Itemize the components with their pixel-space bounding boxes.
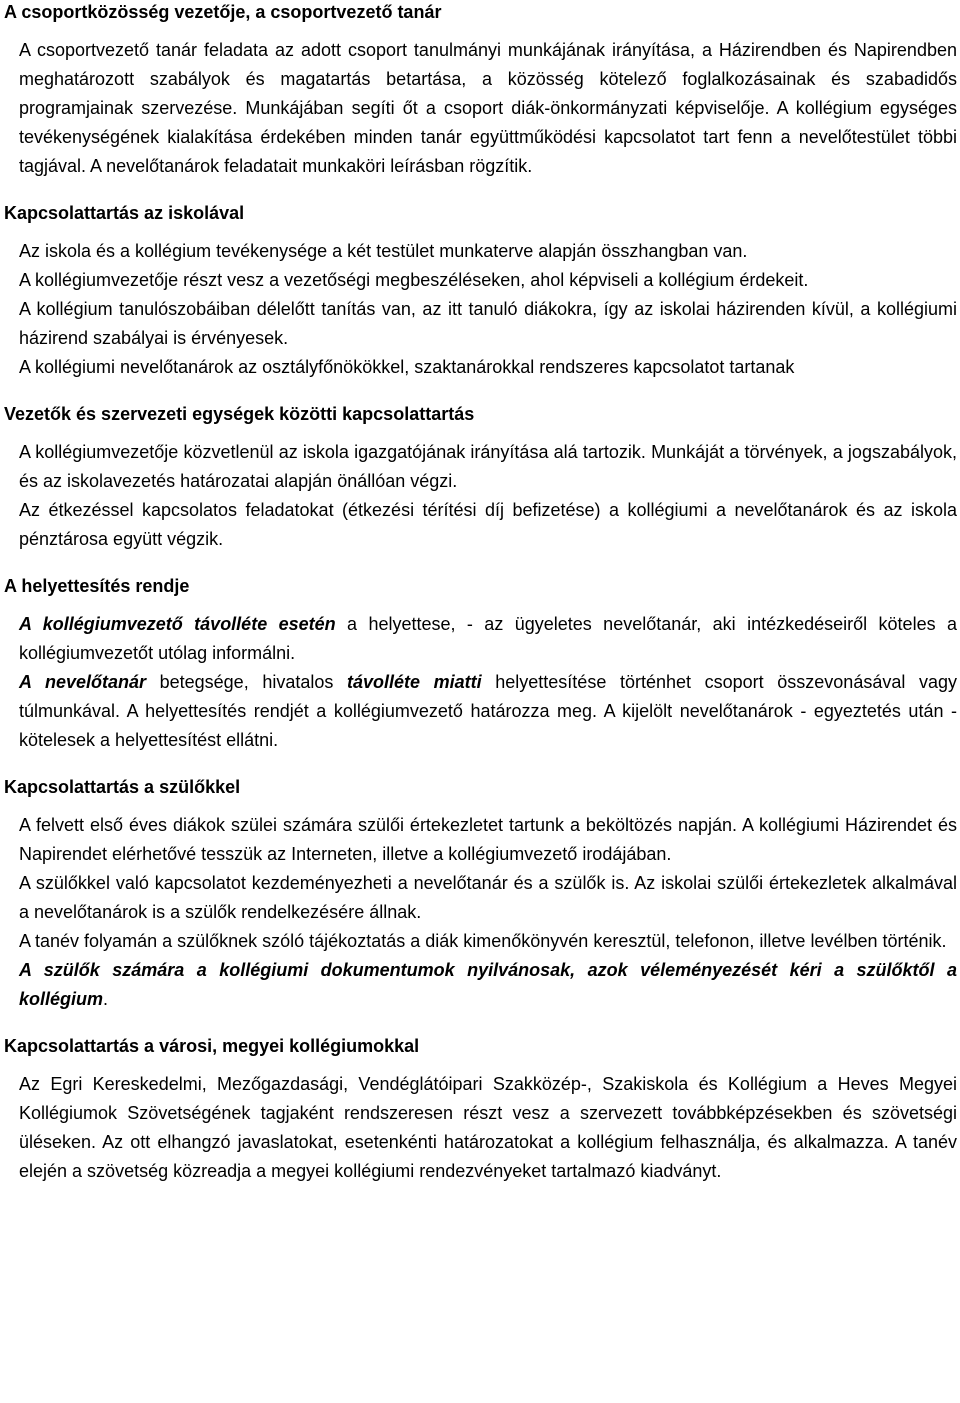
section-body-kollegiumok: [19, 1070, 957, 1186]
section-heading-szulok: Kapcsolattartás a szülőkkel: [4, 777, 241, 797]
section-heading-vezetok: Vezetők és szervezeti egységek közötti kapcsolattartás: [4, 404, 475, 424]
section-heading-kollegiumok: Kapcsolattartás a városi, megyei kollégiumokkal: [4, 1036, 420, 1056]
paragraph: A kollégium tanulószobáiban délelőtt tanítás van, az itt tanuló diákokra, így az iskolai házirenden kívül, a kollégiumi házirend szabályai is érvényesek.: [19, 299, 957, 348]
paragraph: A nevelőtanár betegsége, hivatalos távolléte miatti helyettesítése történhet csoport összevonásával vagy túlmunkával. A helyettesítés rendjét a kollégiumvezető határozza meg. A kijelölt nevelőtanárok - egyeztetés után - kötelesek a helyettesítést ellátni.: [19, 672, 957, 750]
paragraph: A kollégiumi nevelőtanárok az osztályfőnökökkel, szaktanárokkal rendszeres kapcsolatot tartanak: [19, 357, 795, 377]
paragraph: Az étkezéssel kapcsolatos feladatokat (étkezési térítési díj befizetése) a kollégiumi a nevelőtanárok és az iskola pénztárosa együtt végzik.: [19, 500, 957, 549]
paragraph: Az iskola és a kollégium tevékenysége a két testület munkaterve alapján összhangban van.: [19, 241, 748, 261]
section-body-iskola: [19, 237, 957, 382]
section-body-csoportvezeto: [19, 36, 957, 181]
section-heading-helyettesites: A helyettesítés rendje: [4, 576, 190, 596]
section-body-szulok: [19, 811, 957, 1014]
paragraph: A szülőkkel való kapcsolatot kezdeményezheti a nevelőtanár és a szülők is. Az iskolai szülői értekezletek alkalmával a nevelőtanárok is a szülők rendelkezésére állnak.: [19, 873, 957, 922]
section-heading-iskola: Kapcsolattartás az iskolával: [4, 203, 245, 223]
paragraph: A kollégiumvezetője közvetlenül az iskola igazgatójának irányítása alá tartozik. Munkáját a törvények, a jogszabályok, és az iskolavezetés határozatai alapján önállóan végzi.: [19, 442, 957, 491]
section-body-vezetok: [19, 438, 957, 554]
section-body-helyettesites: [19, 610, 957, 755]
paragraph: A tanév folyamán a szülőknek szóló tájékoztatás a diák kimenőkönyvén keresztül, telefonon, illetve levélben történik.: [19, 931, 947, 951]
paragraph: A felvett első éves diákok szülei számára szülői értekezletet tartunk a beköltözés napján. A kollégiumi Házirendet és Napirendet elérhetővé tesszük az Interneten, illetve a kollégiumvezető irodájában.: [19, 815, 957, 864]
paragraph: Az Egri Kereskedelmi, Mezőgazdasági, Vendéglátóipari Szakközép-, Szakiskola és Kollégium a Heves Megyei Kollégiumok Szövetségének tagjaként rendszeresen részt vesz a szervezett továbbképzésekben és szövetségi üléseken. Az ott elhangzó javaslatokat, esetenkénti határozatokat a kollégium felhasználja, és alkalmazza. A tanév elején a szövetség közreadja a megyei kollégiumi rendezvényeket tartalmazó kiadványt.: [19, 1074, 957, 1181]
paragraph: A kollégiumvezető távolléte esetén a helyettese, - az ügyeletes nevelőtanár, aki intézkedéseiről köteles a kollégiumvezetőt utólag informálni.: [19, 614, 957, 663]
section-heading-csoportvezeto: A csoportközösség vezetője, a csoportvezető tanár: [4, 2, 442, 22]
paragraph: A szülők számára a kollégiumi dokumentumok nyilvánosak, azok véleményezését kéri a szülőktől a kollégium.: [19, 960, 957, 1009]
paragraph: A kollégiumvezetője részt vesz a vezetőségi megbeszéléseken, ahol képviseli a kollégium érdekeit.: [19, 270, 809, 290]
paragraph: A csoportvezető tanár feladata az adott csoport tanulmányi munkájának irányítása, a Házirendben és Napirendben meghatározott szabályok és magatartás betartása, a közösség kötelező foglalkozásainak és szabadidős programjainak szervezése. Munkájában segíti őt a csoport diák-önkormányzati képviselője. A kollégium egységes tevékenységének kialakítása érdekében minden tanár együttműködési kapcsolatot tart fenn a nevelőtestület többi tagjával. A nevelőtanárok feladatait munkaköri leírásban rögzítik.: [19, 40, 957, 176]
